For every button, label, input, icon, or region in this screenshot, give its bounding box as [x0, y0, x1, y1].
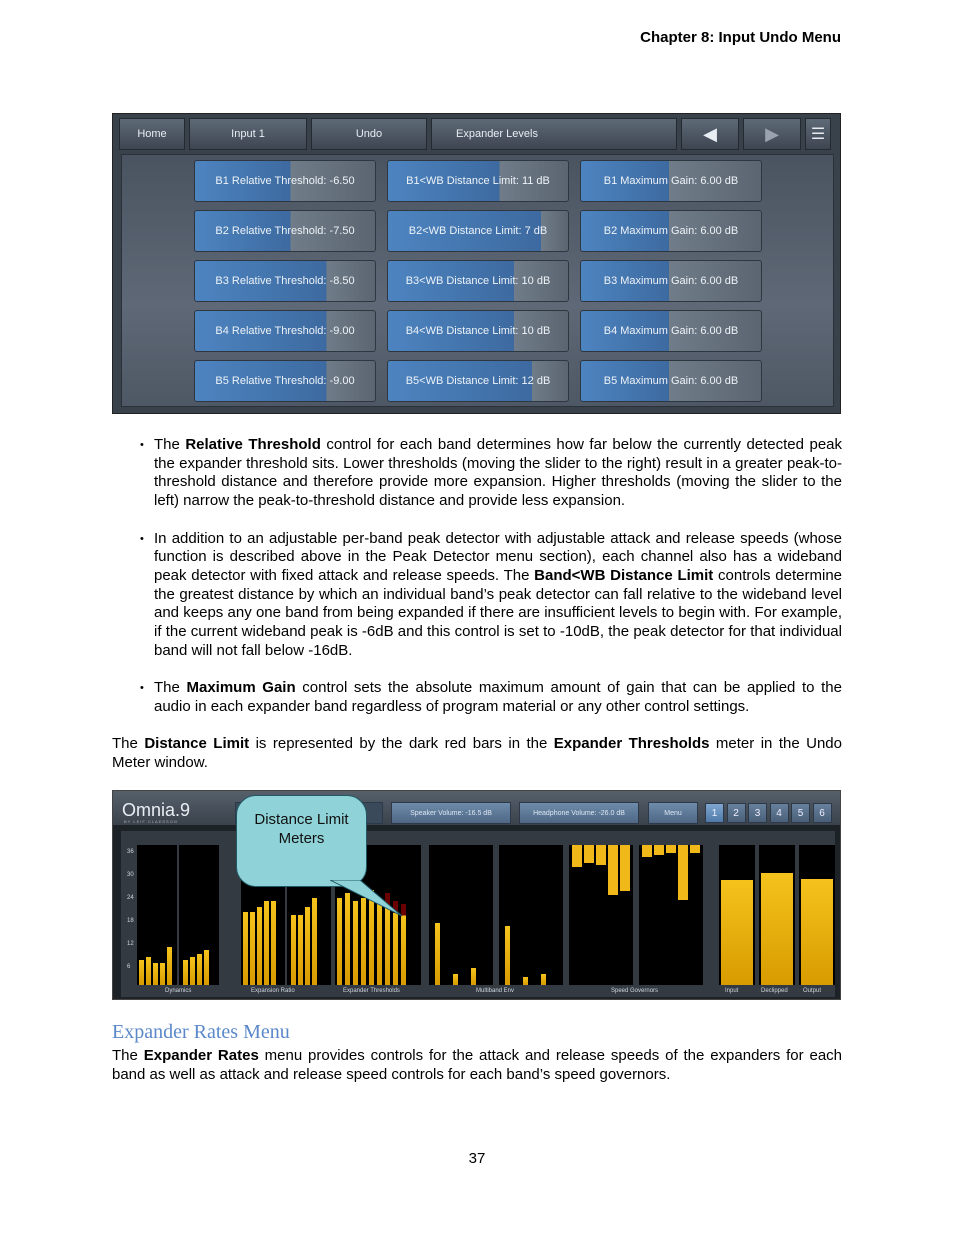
top-nav-bar: [119, 118, 836, 150]
meter-label: Dynamics: [165, 988, 192, 994]
ratio-bar: [250, 912, 255, 985]
logo-subtitle: BY LEIF CLAESSON: [124, 819, 178, 824]
forward-arrow-icon[interactable]: ▶: [743, 118, 801, 150]
meter-label: Speed Governors: [611, 988, 659, 994]
callout-pointer: [330, 880, 410, 920]
meter-area: [121, 831, 835, 997]
governor-bar: [572, 845, 582, 867]
control-grid: [121, 154, 834, 407]
undo-meter-screenshot: [112, 790, 841, 1000]
ratio-bar: [305, 907, 310, 985]
governor-bar: [642, 845, 652, 857]
multiband-env-meter-a: [429, 845, 493, 985]
meter-label: Multiband Env: [476, 988, 515, 994]
env-bar: [541, 974, 546, 985]
ratio-bar: [312, 898, 317, 985]
ratio-bar: [291, 915, 296, 985]
input-meter: [719, 845, 755, 985]
meter-label: Expansion Ratio: [251, 988, 295, 994]
ratio-bar: [271, 901, 276, 985]
gain-control-b2[interactable]: B2 Maximum Gain: 6.00 dB: [580, 210, 762, 252]
dynamics-bar: [183, 960, 188, 985]
meter-label: Expander Thresholds: [343, 988, 400, 994]
scale-tick: 30: [127, 872, 134, 878]
meter-label: Declipped: [761, 988, 788, 994]
scale-tick: 6: [127, 964, 131, 970]
env-bar: [471, 968, 476, 985]
distance-limit-paragraph: The Distance Limit is represented by the dark red bars in the Expander Thresholds meter in the Undo Meter window.: [112, 735, 842, 771]
bullet-list: [140, 436, 842, 735]
number-button-6[interactable]: 6: [813, 803, 832, 823]
bullet-relative-threshold: • The Relative Threshold control for each band determines how far below the currently detected peak the expander threshold sits. Lower thresholds (moving the slider to the right) result in a greater peak-to-threshold distance and therefore provide more expansion. Higher thresholds (moving the slider to the left) narrow the peak-to-threshold distance and provide less expansion.: [140, 436, 842, 511]
governor-bar: [596, 845, 606, 865]
speed-governor-meter-a: [569, 845, 633, 985]
page-title: Expander Levels: [431, 118, 677, 150]
threshold-control-b4[interactable]: B4 Relative Threshold: -9.00: [194, 310, 376, 352]
dynamics-bar: [190, 957, 195, 985]
input-button[interactable]: Input 1: [189, 118, 307, 150]
headphone-volume-button[interactable]: Headphone Volume: -26.0 dB: [519, 802, 639, 824]
threshold-control-b1[interactable]: B1 Relative Threshold: -6.50: [194, 160, 376, 202]
number-button-5[interactable]: 5: [791, 803, 810, 823]
governor-bar: [654, 845, 664, 855]
dynamics-bar: [167, 947, 172, 985]
multiband-env-meter-b: [499, 845, 563, 985]
scale-tick: 18: [127, 918, 134, 924]
threshold-control-b2[interactable]: B2 Relative Threshold: -7.50: [194, 210, 376, 252]
omnia-logo: Omnia.9: [122, 800, 191, 820]
bullet-maximum-gain: • The Maximum Gain control sets the absolute maximum amount of gain that can be applied to the audio in each expander band regardless of program material or any other control settings.: [140, 679, 842, 716]
home-button[interactable]: Home: [119, 118, 185, 150]
gain-control-b5[interactable]: B5 Maximum Gain: 6.00 dB: [580, 360, 762, 402]
dynamics-bar: [153, 963, 158, 985]
governor-bar: [678, 845, 688, 900]
page-number: 37: [468, 1150, 486, 1167]
speed-governor-meter-b: [639, 845, 703, 985]
undo-button[interactable]: Undo: [311, 118, 427, 150]
speaker-volume-button[interactable]: Speaker Volume: -16.5 dB: [391, 802, 511, 824]
distance-control-b5[interactable]: B5<WB Distance Limit: 12 dB: [387, 360, 569, 402]
env-bar: [505, 926, 510, 985]
meter-label: Input: [725, 988, 739, 994]
env-bar: [453, 974, 458, 985]
dynamics-bar: [146, 957, 151, 985]
governor-bar: [620, 845, 630, 891]
bullet-distance-limit: • In addition to an adjustable per-band peak detector with adjustable attack and release speeds (whose function is described above in the Peak Detector menu section), each channel also has a wideband peak detector with fixed attack and release speeds. The Band<WB Distance Limit controls determine the greatest distance by which an individual band’s peak detector can fall relative to the wideband level and keeps any one band from being expanded if there are insufficient levels to begin with. For example, if the current wideband peak is -6dB and this control is set to -10dB, the peak detector for that individual band will not fall below -16dB.: [140, 530, 842, 661]
back-arrow-icon[interactable]: ◀: [681, 118, 739, 150]
menu-button[interactable]: Menu: [648, 802, 698, 824]
ratio-bar: [264, 901, 269, 985]
threshold-control-b5[interactable]: B5 Relative Threshold: -9.00: [194, 360, 376, 402]
chapter-header: Chapter 8: Input Undo Menu: [640, 29, 841, 46]
number-button-2[interactable]: 2: [727, 803, 746, 823]
ratio-bar: [298, 915, 303, 985]
distance-control-b4[interactable]: B4<WB Distance Limit: 10 dB: [387, 310, 569, 352]
gain-control-b3[interactable]: B3 Maximum Gain: 6.00 dB: [580, 260, 762, 302]
distance-control-b2[interactable]: B2<WB Distance Limit: 7 dB: [387, 210, 569, 252]
governor-bar: [608, 845, 618, 895]
declipped-meter-bar: [761, 873, 793, 985]
expander-rates-paragraph: The Expander Rates menu provides controls for the attack and release speeds of the expanders for each band as well as attack and release speed controls for each band’s speed governors.: [112, 1047, 843, 1083]
meter-label: Output: [803, 988, 822, 994]
env-bar: [523, 977, 528, 985]
expander-levels-screenshot: [112, 113, 841, 414]
number-button-4[interactable]: 4: [770, 803, 789, 823]
scale-tick: 12: [127, 941, 134, 947]
threshold-control-b3[interactable]: B3 Relative Threshold: -8.50: [194, 260, 376, 302]
section-heading: Expander Rates Menu: [112, 1021, 290, 1043]
dynamics-bar: [160, 963, 165, 985]
output-meter-bar: [801, 879, 833, 985]
dynamics-meter-b: [179, 845, 219, 985]
number-button-3[interactable]: 3: [748, 803, 767, 823]
dynamics-bar: [197, 954, 202, 985]
ratio-bar: [257, 907, 262, 985]
gain-control-b1[interactable]: B1 Maximum Gain: 6.00 dB: [580, 160, 762, 202]
number-button-1[interactable]: 1: [705, 803, 724, 823]
scale-tick: 24: [127, 895, 134, 901]
dynamics-meter-a: [137, 845, 177, 985]
governor-bar: [666, 845, 676, 853]
gain-control-b4[interactable]: B4 Maximum Gain: 6.00 dB: [580, 310, 762, 352]
distance-control-b3[interactable]: B3<WB Distance Limit: 10 dB: [387, 260, 569, 302]
menu-lines-icon[interactable]: ☰: [805, 118, 831, 150]
governor-bar: [584, 845, 594, 863]
input-meter-bar: [721, 880, 753, 985]
output-meter: [799, 845, 835, 985]
env-bar: [435, 923, 440, 985]
distance-control-b1[interactable]: B1<WB Distance Limit: 11 dB: [387, 160, 569, 202]
governor-bar: [690, 845, 700, 853]
distance-limit-callout: Distance Limit Meters: [236, 795, 367, 887]
declipped-meter: [759, 845, 795, 985]
dynamics-bar: [204, 950, 209, 985]
dynamics-bar: [139, 960, 144, 985]
ratio-bar: [243, 912, 248, 985]
scale-tick: 36: [127, 849, 134, 855]
